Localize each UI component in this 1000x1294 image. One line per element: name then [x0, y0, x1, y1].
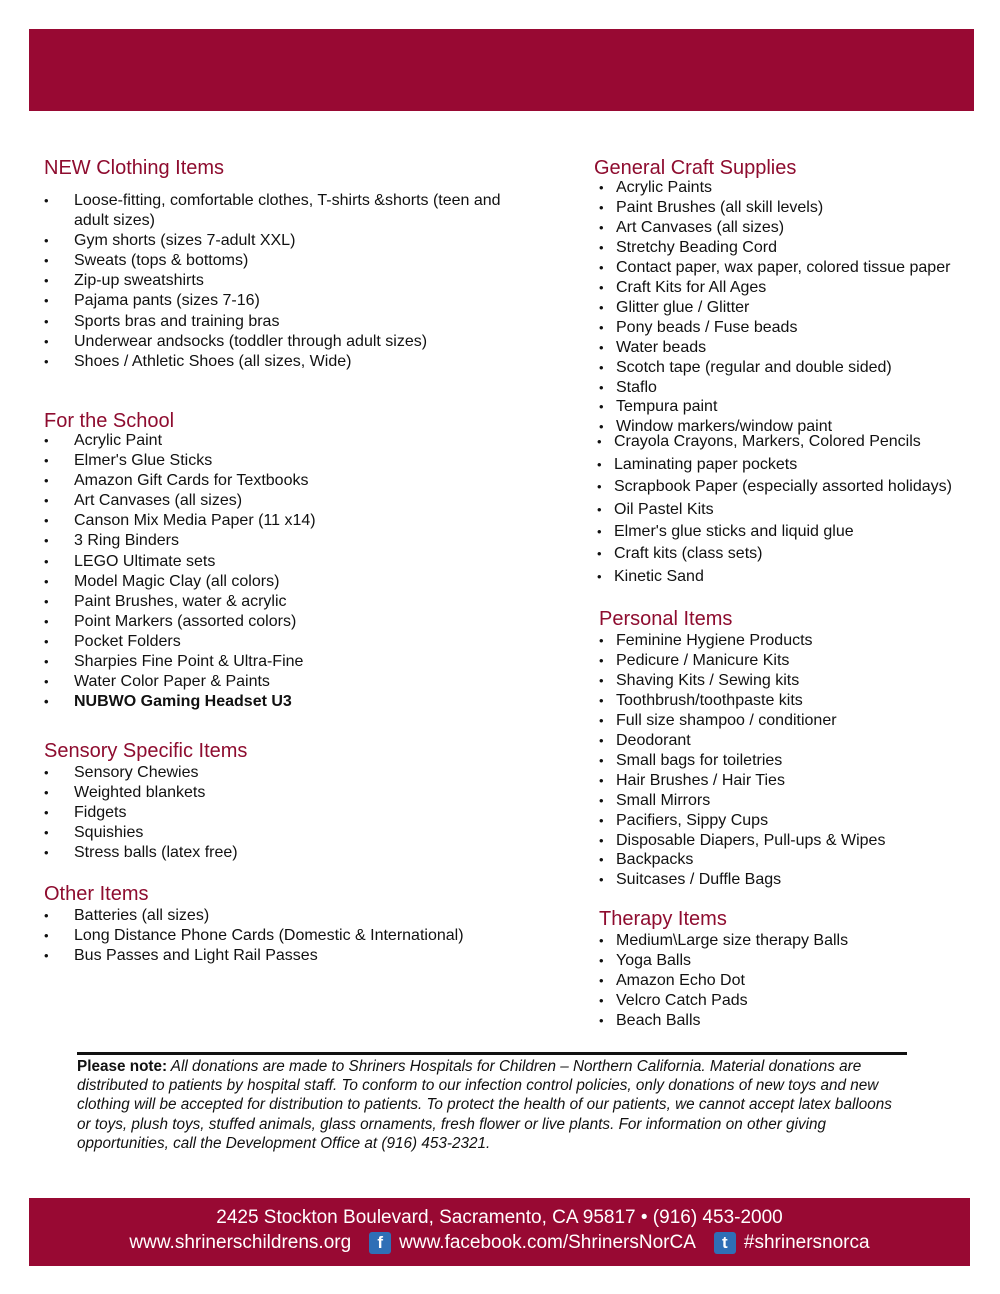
list-item: • Elmer's Glue Sticks [44, 451, 316, 471]
section-heading: For the School [44, 410, 175, 432]
list-item: • Scotch tape (regular and double sided) [594, 358, 952, 378]
list-item: • Beach Balls [594, 1011, 848, 1031]
list-item: • Pocket Folders [44, 632, 316, 652]
section-school [44, 409, 316, 712]
list-item: • Crayola Crayons, Markers, Colored Pencils [594, 431, 952, 453]
other-list [44, 906, 464, 966]
list-item: • Fidgets [44, 803, 247, 823]
list-item: • Toothbrush/toothpaste kits [594, 691, 885, 711]
list-item: • Long Distance Phone Cards (Domestic & International) [44, 926, 464, 946]
list-item: • Sharpies Fine Point & Ultra-Fine [44, 652, 316, 672]
section-heading: General Craft Supplies [594, 157, 797, 179]
section-heading: Personal Items [599, 608, 733, 630]
list-item: • Sports bras and training bras [44, 312, 501, 332]
list-item: • Canson Mix Media Paper (11 x14) [44, 511, 316, 531]
list-item: • Craft kits (class sets) [594, 543, 952, 565]
section-other [44, 882, 464, 966]
list-item: • Contact paper, wax paper, colored tissue paper [594, 258, 952, 278]
website-link[interactable]: www.shrinerschildrens.org [129, 1232, 352, 1253]
list-item: • Amazon Gift Cards for Textbooks [44, 471, 316, 491]
list-item: • Gym shorts (sizes 7-adult XXL) [44, 231, 501, 251]
section-sensory [44, 739, 247, 863]
therapy-list [594, 931, 848, 1031]
list-item: • Weighted blankets [44, 783, 247, 803]
list-item: • Paint Brushes, water & acrylic [44, 592, 316, 612]
facebook-icon: f [369, 1232, 391, 1254]
list-item: • Pedicure / Manicure Kits [594, 651, 885, 671]
list-item: • Shaving Kits / Sewing kits [594, 671, 885, 691]
list-item: • Paint Brushes (all skill levels) [594, 198, 952, 218]
list-item: • Water Color Paper & Paints [44, 672, 316, 692]
school-list [44, 431, 316, 712]
list-item: • Pacifiers, Sippy Cups [594, 811, 885, 831]
list-item: • Feminine Hygiene Products [594, 631, 885, 651]
sensory-list [44, 763, 247, 863]
craft-list [594, 178, 952, 437]
section-heading: Sensory Specific Items [44, 740, 248, 762]
list-item: • Staflo [594, 378, 952, 398]
list-item: • Pony beads / Fuse beads [594, 318, 952, 338]
list-item: • Backpacks [594, 850, 885, 870]
list-item: • Art Canvases (all sizes) [44, 491, 316, 511]
list-item: • Point Markers (assorted colors) [44, 612, 316, 632]
list-item: • Suitcases / Duffle Bags [594, 870, 885, 890]
list-item: • Medium\Large size therapy Balls [594, 931, 848, 951]
section-craft [594, 156, 952, 588]
list-item: • NUBWO Gaming Headset U3 [44, 692, 316, 712]
twitter-hashtag[interactable]: #shrinersnorca [743, 1232, 870, 1253]
note-label: Please note: [77, 1058, 168, 1075]
list-item: • Glitter glue / Glitter [594, 298, 952, 318]
list-item: • Squishies [44, 823, 247, 843]
section-heading: NEW Clothing Items [44, 157, 225, 179]
list-item: • Water beads [594, 338, 952, 358]
list-item: • Underwear andsocks (toddler through adult sizes) [44, 332, 501, 352]
footer-banner [29, 1198, 970, 1266]
list-item: • Stretchy Beading Cord [594, 238, 952, 258]
list-item: • Acrylic Paint [44, 431, 316, 451]
list-item: • Art Canvases (all sizes) [594, 218, 952, 238]
footer-address: 2425 Stockton Boulevard, Sacramento, CA 95817 • (916) 453-2000 [216, 1207, 783, 1228]
list-item: • Velcro Catch Pads [594, 991, 848, 1011]
personal-list [594, 631, 885, 890]
list-item: • Yoga Balls [594, 951, 848, 971]
list-item: • Deodorant [594, 731, 885, 751]
list-item: • Elmer's glue sticks and liquid glue [594, 521, 952, 543]
list-item: • Stress balls (latex free) [44, 843, 247, 863]
header-banner [29, 29, 974, 111]
clothing-list [44, 191, 501, 372]
craft-list [594, 431, 952, 588]
section-heading: Therapy Items [599, 908, 727, 930]
note-text: All donations are made to Shriners Hospitals for Children – Northern California. Material donations are distributed to patients by hospital staff. To conform to our infection control policies, only donations of new toys and new clothing will be accepted for distribution to patients. To protect the health of our patients, we cannot accept latex balloons or toys, plush toys, stuffed animals, glass ornaments, fresh flower or live plants. For information on other giving opportunities, call the Development Office at (916) 453-2321. [77, 1058, 892, 1152]
list-item: • Tempura paint [594, 397, 952, 417]
list-item: • Sweats (tops & bottoms) [44, 251, 501, 271]
list-item: • Laminating paper pockets [594, 454, 952, 476]
list-item: • 3 Ring Binders [44, 531, 316, 551]
facebook-link[interactable]: www.facebook.com/ShrinersNorCA [399, 1232, 696, 1253]
list-item: • Window markers/window paint [594, 417, 952, 437]
list-item: • Acrylic Paints [594, 178, 952, 198]
section-heading: Other Items [44, 883, 149, 905]
list-item: • Oil Pastel Kits [594, 499, 952, 521]
list-item: adult sizes) [74, 212, 155, 230]
list-item: • Amazon Echo Dot [594, 971, 848, 991]
list-item: • Full size shampoo / conditioner [594, 711, 885, 731]
list-item: • Hair Brushes / Hair Ties [594, 771, 885, 791]
please-note [77, 1052, 907, 1153]
list-item: • LEGO Ultimate sets [44, 552, 316, 572]
section-clothing [44, 156, 501, 372]
twitter-icon: t [714, 1232, 736, 1254]
list-item: • Pajama pants (sizes 7-16) [44, 291, 501, 311]
list-item: • Small Mirrors [594, 791, 885, 811]
list-item: • Loose-fitting, comfortable clothes, T-shirts &shorts (teen and [44, 191, 501, 211]
list-item: • Disposable Diapers, Pull-ups & Wipes [594, 831, 885, 851]
list-item: • Bus Passes and Light Rail Passes [44, 946, 464, 966]
list-item: • Small bags for toiletries [594, 751, 885, 771]
list-item: • Model Magic Clay (all colors) [44, 572, 316, 592]
list-item: • Batteries (all sizes) [44, 906, 464, 926]
list-item: • Shoes / Athletic Shoes (all sizes, Wide) [44, 352, 501, 372]
section-personal [599, 607, 885, 890]
list-item: • Craft Kits for All Ages [594, 278, 952, 298]
list-item: • Sensory Chewies [44, 763, 247, 783]
list-item: • Zip-up sweatshirts [44, 271, 501, 291]
list-item: • Scrapbook Paper (especially assorted holidays) [594, 476, 952, 498]
section-therapy [599, 907, 848, 1031]
list-item: • Kinetic Sand [594, 566, 952, 588]
